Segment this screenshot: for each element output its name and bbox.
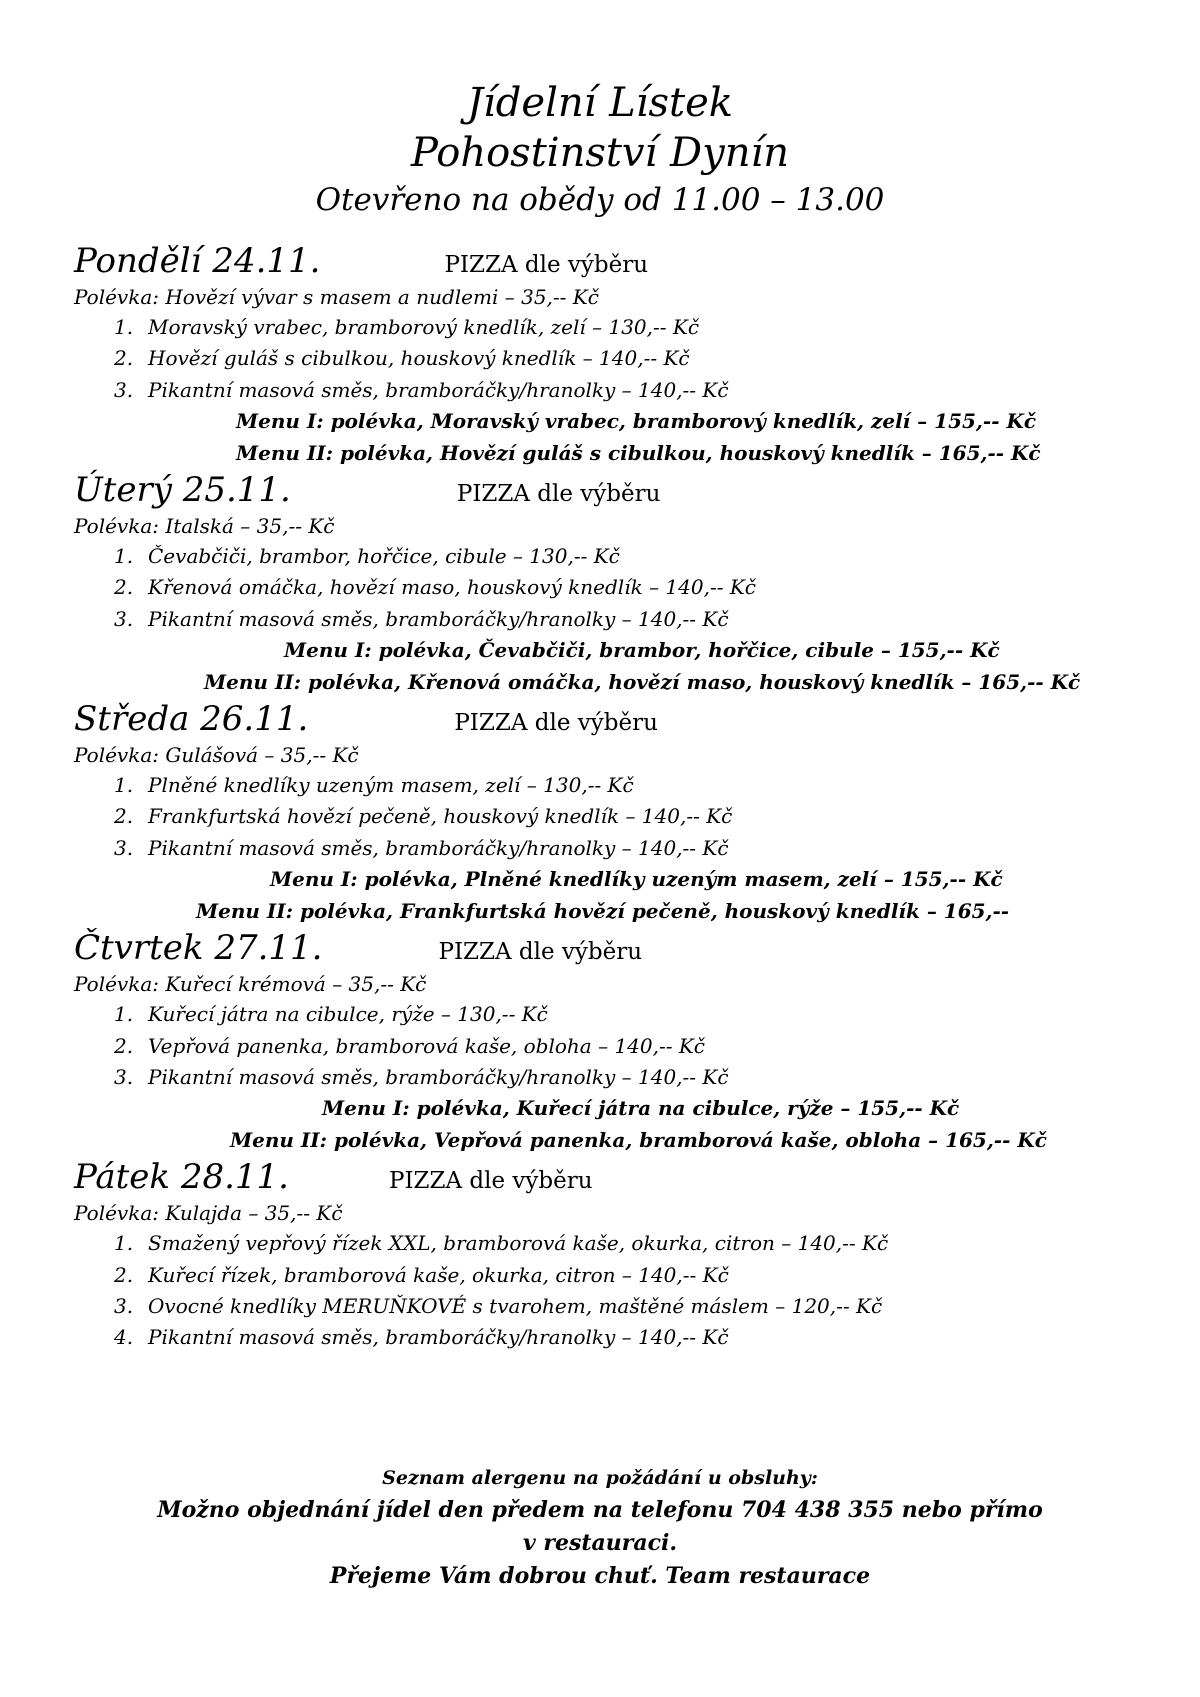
menu-offer: Menu II: polévka, Frankfurtská hovězí pečeně, houskový knedlík – 165,-- bbox=[196, 898, 1010, 923]
menu-offer: Menu I: polévka, Plněné knedlíky uzeným masem, zelí – 155,-- Kč bbox=[270, 867, 1003, 892]
day-heading: Pátek 28.11. bbox=[74, 1157, 289, 1198]
dish-item: 2. Frankfurtská hovězí pečeně, houskový knedlík – 140,-- Kč bbox=[114, 804, 733, 829]
soup-of-day: Polévka: Kulajda – 35,-- Kč bbox=[74, 1201, 343, 1226]
dish-item: 4. Pikantní masová směs, bramboráčky/hranolky – 140,-- Kč bbox=[114, 1325, 729, 1350]
pizza-note: PIZZA dle výběru bbox=[456, 481, 661, 508]
day-monday bbox=[74, 240, 1154, 469]
dish-item: 1. Plněné knedlíky uzeným masem, zelí – 130,-- Kč bbox=[114, 773, 634, 798]
dish-item: 3. Pikantní masová směs, bramboráčky/hranolky – 140,-- Kč bbox=[114, 606, 729, 631]
dish-item: 2. Hovězí guláš s cibulkou, houskový knedlík – 140,-- Kč bbox=[114, 346, 690, 371]
dish-item: 3. Pikantní masová směs, bramboráčky/hranolky – 140,-- Kč bbox=[114, 1064, 729, 1089]
day-friday bbox=[74, 1156, 1154, 1354]
dish-item: 3. Pikantní masová směs, bramboráčky/hranolky – 140,-- Kč bbox=[114, 835, 729, 860]
day-heading: Úterý 25.11. bbox=[74, 470, 291, 511]
closing-note: Přejeme Vám dobrou chuť. Team restaurace bbox=[329, 1563, 871, 1589]
day-heading: Čtvrtek 27.11. bbox=[74, 928, 323, 969]
menu-offers bbox=[74, 1093, 1154, 1156]
soup-of-day: Polévka: Kuřecí krémová – 35,-- Kč bbox=[74, 972, 427, 997]
weekly-menu bbox=[74, 240, 1154, 1354]
opening-hours: Otevřeno na obědy od 11.00 – 13.00 bbox=[315, 182, 885, 218]
dish-list bbox=[74, 1228, 1154, 1354]
dish-list bbox=[74, 999, 1154, 1093]
menu-offer: Menu I: polévka, Čevabčiči, brambor, hořčice, cibule – 155,-- Kč bbox=[284, 638, 1000, 663]
menu-offer: Menu I: polévka, Moravský vrabec, bramborový knedlík, zelí – 155,-- Kč bbox=[236, 409, 1037, 434]
day-thursday bbox=[74, 927, 1154, 1156]
dish-item: 1. Čevabčiči, brambor, hořčice, cibule – 130,-- Kč bbox=[114, 544, 620, 569]
dish-list bbox=[74, 312, 1154, 406]
dish-item: 3. Pikantní masová směs, bramboráčky/hranolky – 140,-- Kč bbox=[114, 377, 729, 402]
day-heading: Pondělí 24.11. bbox=[74, 241, 321, 281]
menu-offer: Menu I: polévka, Kuřecí játra na cibulce, rýže – 155,-- Kč bbox=[322, 1096, 960, 1121]
dish-item: 3. Ovocné knedlíky MERUŇKOVÉ s tvarohem, maštěné máslem – 120,-- Kč bbox=[114, 1293, 883, 1318]
pizza-note: PIZZA dle výběru bbox=[444, 252, 649, 278]
menu-offer: Menu II: polévka, Hovězí guláš s cibulkou, houskový knedlík – 165,-- Kč bbox=[236, 440, 1041, 465]
soup-of-day: Polévka: Italská – 35,-- Kč bbox=[74, 514, 335, 539]
ordering-note: Možno objednání jídel den předem na telefonu 704 438 355 nebo přímo v restauraci. bbox=[157, 1497, 1043, 1556]
day-wednesday bbox=[74, 698, 1154, 927]
dish-item: 2. Kuřecí řízek, bramborová kaše, okurka, citron – 140,-- Kč bbox=[114, 1262, 729, 1287]
menu-header bbox=[0, 78, 1200, 222]
soup-of-day: Polévka: Gulášová – 35,-- Kč bbox=[74, 743, 359, 768]
menu-offer: Menu II: polévka, Křenová omáčka, hovězí maso, houskový knedlík – 165,-- Kč bbox=[204, 669, 1081, 694]
menu-offers bbox=[74, 635, 1154, 698]
pizza-note: PIZZA dle výběru bbox=[388, 1168, 593, 1195]
pizza-note: PIZZA dle výběru bbox=[438, 939, 643, 966]
allergen-note: Seznam alergenu na požádání u obsluhy: bbox=[382, 1467, 818, 1489]
dish-item: 2. Vepřová panenka, bramborová kaše, obloha – 140,-- Kč bbox=[114, 1033, 705, 1058]
dish-list bbox=[74, 541, 1154, 635]
pizza-note: PIZZA dle výběru bbox=[454, 710, 658, 737]
dish-item: 1. Kuřecí játra na cibulce, rýže – 130,-- Kč bbox=[114, 1002, 548, 1027]
dish-item: 1. Smažený vepřový řízek XXL, bramborová kaše, okurka, citron – 140,-- Kč bbox=[114, 1231, 889, 1256]
dish-item: 1. Moravský vrabec, bramborový knedlík, zelí – 130,-- Kč bbox=[114, 315, 700, 339]
menu-offers bbox=[74, 864, 1154, 927]
menu-offers bbox=[74, 406, 1154, 469]
day-heading: Středa 26.11. bbox=[74, 699, 309, 740]
menu-footer bbox=[150, 1462, 1050, 1593]
dish-list bbox=[74, 770, 1154, 864]
dish-item: 2. Křenová omáčka, hovězí maso, houskový knedlík – 140,-- Kč bbox=[114, 575, 756, 600]
day-tuesday bbox=[74, 469, 1154, 698]
restaurant-name: Pohostinství Dynín bbox=[410, 130, 790, 176]
menu-title: Jídelní Lístek bbox=[466, 80, 734, 126]
menu-offer: Menu II: polévka, Vepřová panenka, bramborová kaše, obloha – 165,-- Kč bbox=[230, 1127, 1047, 1152]
soup-of-day: Polévka: Hovězí vývar s masem a nudlemi – 35,-- Kč bbox=[74, 285, 599, 309]
